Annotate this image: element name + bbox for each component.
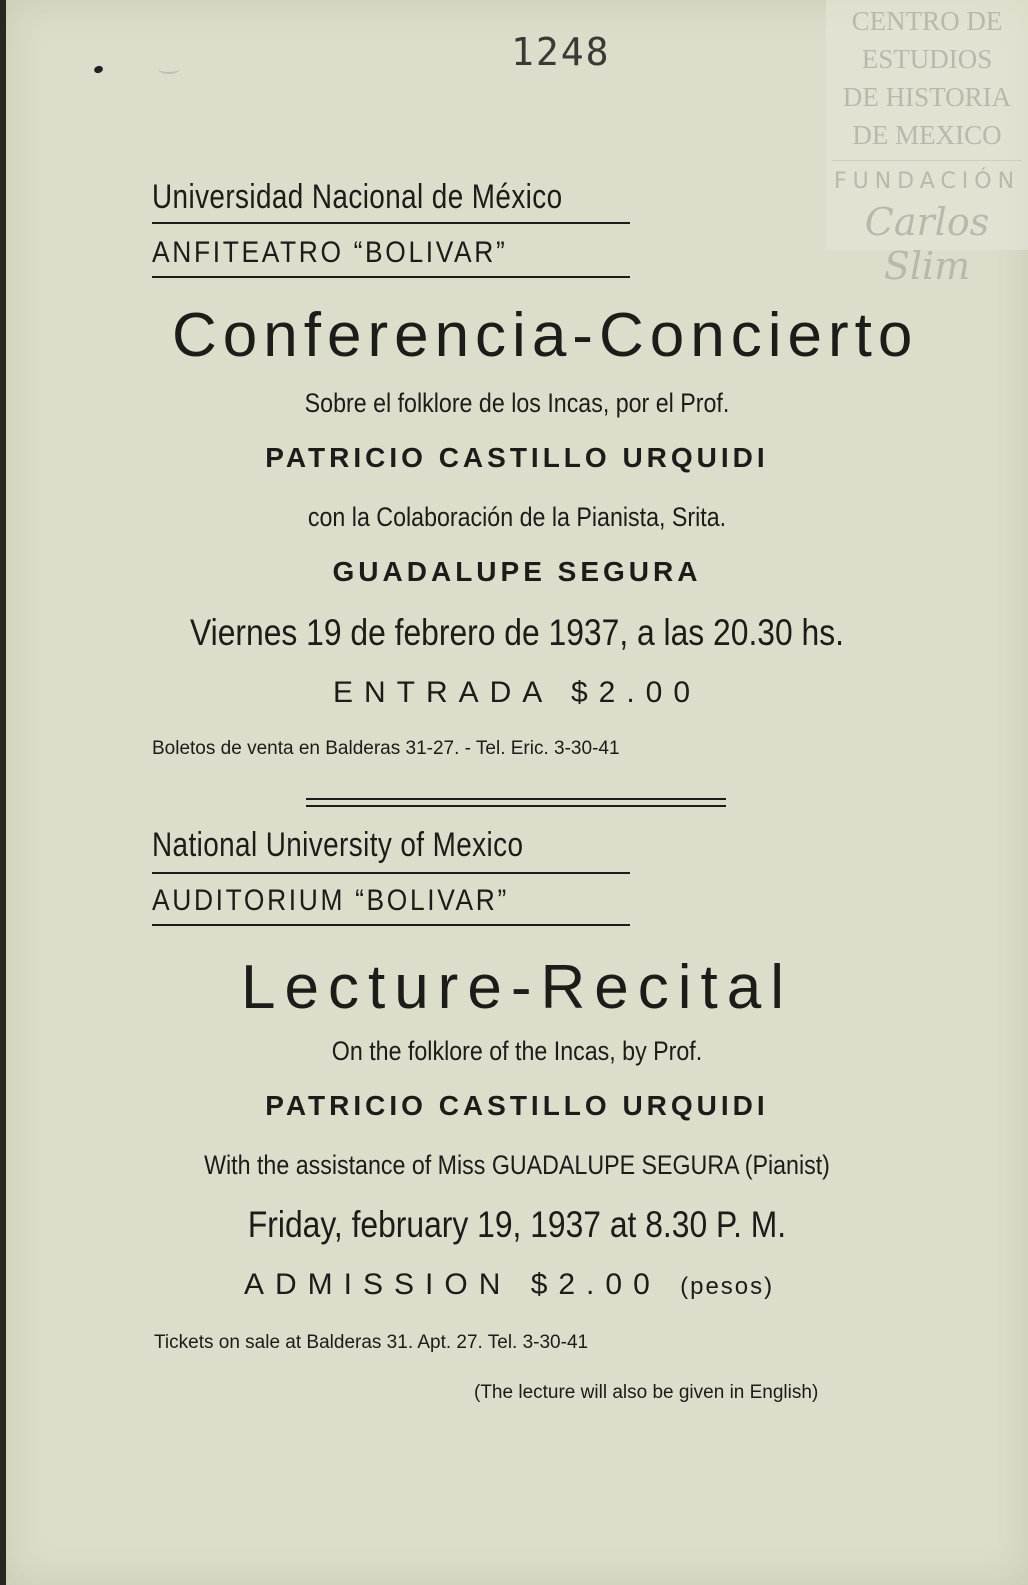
watermark-line-4: DE MEXICO (852, 120, 1002, 150)
university-name-en: National University of Mexico (152, 826, 524, 864)
admission-price-en (244, 1268, 774, 1302)
ticket-info-en: Tickets on sale at Balderas 31. Apt. 27. Tel. 3-30-41 (154, 1332, 589, 1353)
lecturer-name-en: PATRICIO CASTILLO URQUIDI (265, 1090, 769, 1121)
pianist-name-es: GUADALUPE SEGURA (332, 556, 702, 587)
collaboration-es: con la Colaboración de la Pianista, Srita. (307, 502, 727, 532)
event-subtitle-en: On the folklore of the Incas, by Prof. (331, 1036, 703, 1066)
section-divider (306, 798, 726, 807)
ticket-info-es: Boletos de venta en Balderas 31-27. - Tel. Eric. 3-30-41 (152, 738, 620, 759)
ink-spot (93, 65, 104, 75)
venue-es: ANFITEATRO “BOLIVAR” (152, 236, 508, 269)
event-date-en: Friday, february 19, 1937 at 8.30 P. M. (247, 1204, 787, 1245)
event-subtitle-es: Sobre el folklore de los Incas, por el Prof. (304, 388, 730, 418)
watermark-foundation: FUNDACIÓN (833, 169, 1021, 194)
underline-university-en (152, 872, 630, 874)
underline-university-es (152, 222, 630, 224)
invitation-page (6, 0, 1028, 1585)
underline-venue-es (152, 276, 630, 278)
document-number: 1248 (511, 30, 611, 74)
admission-currency-note: (pesos) (680, 1273, 775, 1300)
assistance-en: With the assistance of Miss GUADALUPE SEGURA (Pianist) (204, 1150, 830, 1180)
lecturer-name-es: PATRICIO CASTILLO URQUIDI (265, 442, 769, 473)
event-date-es: Viernes 19 de febrero de 1937, a las 20.30 hs. (190, 612, 844, 653)
underline-venue-en (152, 924, 630, 926)
paper-mark (158, 64, 180, 74)
watermark-line-2: ESTUDIOS (861, 44, 993, 74)
event-title-es: Conferencia-Concierto (172, 301, 919, 370)
venue-en: AUDITORIUM “BOLIVAR” (152, 884, 509, 917)
watermark-line-1: CENTRO DE (851, 6, 1003, 36)
entry-price-es: ENTRADA $2.00 (332, 676, 702, 709)
archive-watermark (826, 0, 1028, 288)
event-title-en: Lecture-Recital (241, 953, 793, 1022)
university-name-es: Universidad Nacional de México (152, 178, 563, 216)
watermark-divider (832, 160, 1022, 161)
watermark-signature: Carlos Slim (864, 200, 990, 288)
admission-label: ADMISSION $2.00 (244, 1268, 661, 1301)
watermark-line-3: DE HISTORIA (842, 82, 1012, 112)
english-lecture-note: (The lecture will also be given in English) (474, 1382, 819, 1403)
